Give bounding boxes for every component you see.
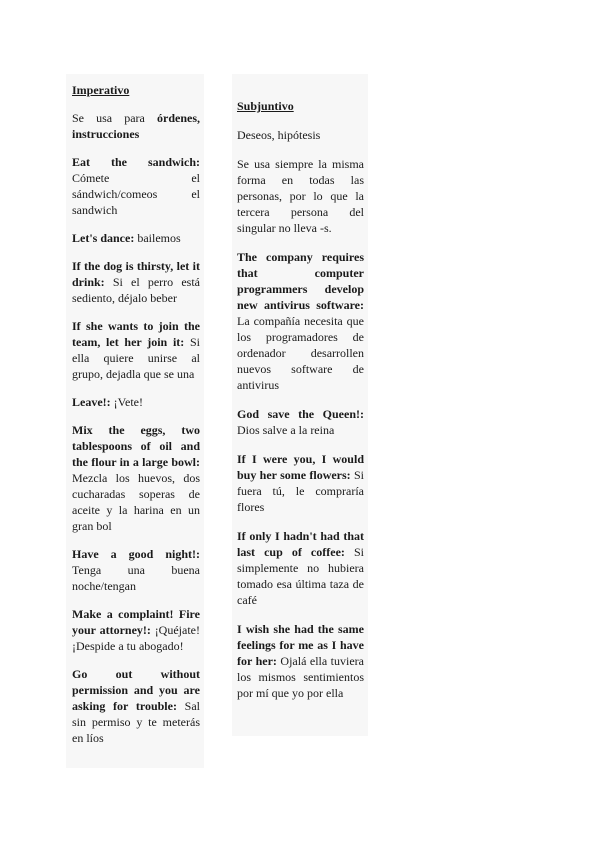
example-spanish: Si el perro está sediento, déjalo beber — [72, 275, 200, 305]
example-entry — [237, 621, 364, 701]
imperativo-heading: Imperativo — [72, 83, 130, 97]
example-spanish: Si simplemente no hubiera tomado esa última taza de café — [237, 545, 364, 607]
example-english: God save the Queen!: — [237, 407, 364, 421]
example-entry — [72, 546, 200, 594]
example-spanish: Sal sin permiso y te meterás en líos — [72, 699, 200, 745]
imperativo-column — [66, 74, 204, 768]
example-english: If the dog is thirsty, let it drink: — [72, 259, 200, 289]
example-spanish: Si fuera tú, le compraría flores — [237, 468, 364, 514]
example-entry — [72, 666, 200, 746]
example-entry — [237, 249, 364, 393]
example-entry — [237, 406, 364, 438]
subjuntivo-column — [232, 74, 368, 736]
subjuntivo-intro: Deseos, hipótesis — [237, 128, 321, 142]
example-spanish: Ojalá ella tuviera los mismos sentimientos por mí que yo por ella — [237, 654, 364, 700]
example-english: The company requires that computer programmers develop new antivirus software: — [237, 250, 364, 312]
example-english: Go out without permission and you are asking for trouble: — [72, 667, 200, 713]
example-spanish: La compañía necesita que los programadores de ordenador desarrollen nuevos software de antivirus — [237, 314, 364, 392]
example-english: Mix the eggs, two tablespoons of oil and the flour in a large bowl: — [72, 423, 200, 469]
example-english: If I were you, I would buy her some flowers: — [237, 452, 364, 482]
example-spanish: Si ella quiere unirse al grupo, dejadla que se una — [72, 335, 200, 381]
example-entry — [72, 258, 200, 306]
example-english: If only I hadn't had that last cup of coffee: — [237, 529, 364, 559]
example-entry — [72, 230, 200, 246]
example-spanish: ¡Vete! — [110, 395, 143, 409]
subjuntivo-description: Se usa siempre la misma forma en todas las personas, por lo que la tercera persona del singular no lleva -s. — [237, 157, 364, 235]
example-spanish: Dios salve a la reina — [237, 423, 335, 437]
example-entry — [237, 528, 364, 608]
example-english: If she wants to join the team, let her join it: — [72, 319, 200, 349]
example-spanish: bailemos — [134, 231, 181, 245]
example-entry — [72, 154, 200, 218]
example-entry — [72, 394, 200, 410]
example-spanish: Mezcla los huevos, dos cucharadas soperas de aceite y la harina en un gran bol — [72, 471, 200, 533]
example-english: Leave!: — [72, 395, 111, 409]
example-english: I wish she had the same feelings for me as I have for her: — [237, 622, 364, 668]
example-entry — [72, 422, 200, 534]
example-spanish: ¡Quéjate!¡Despide a tu abogado! — [72, 623, 200, 653]
example-english: Let's dance: — [72, 231, 135, 245]
example-entry — [72, 606, 200, 654]
example-entry — [72, 318, 200, 382]
example-english: Have a good night!: — [72, 547, 200, 561]
example-english: Eat the sandwich: — [72, 155, 200, 169]
example-spanish: Cómete el sándwich/comeos el sandwich — [72, 171, 200, 217]
example-spanish: Tenga una buena noche/tengan — [72, 563, 200, 593]
subjuntivo-heading: Subjuntivo — [237, 99, 294, 113]
example-english: Make a complaint! Fire your attorney!: — [72, 607, 200, 637]
imperativo-intro: Se usa para órdenes, instrucciones — [72, 111, 200, 141]
example-entry — [237, 451, 364, 515]
